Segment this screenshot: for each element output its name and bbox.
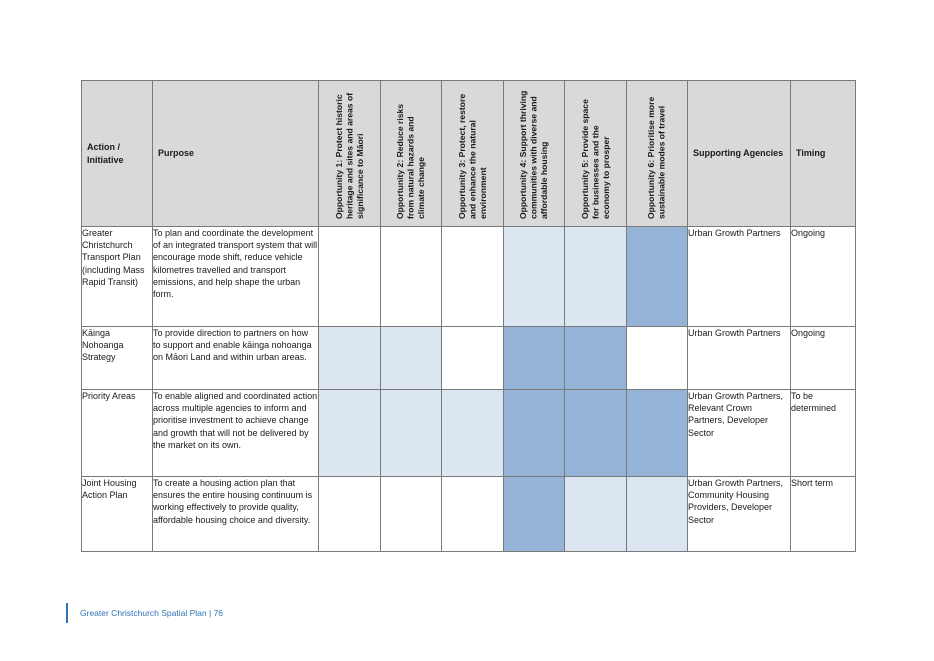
row-timing: To be determined [791, 390, 856, 477]
row-agencies: Urban Growth Partners, Community Housing Providers, Developer Sector [688, 477, 791, 552]
row-timing: Short term [791, 477, 856, 552]
header-opportunity-2-label: Opportunity 2: Reduce risks from natural hazards and climate change [395, 103, 427, 219]
header-opportunity-1 [319, 81, 381, 227]
page-footer [66, 603, 223, 623]
header-opportunity-4 [504, 81, 565, 227]
header-opportunity-5-label: Opportunity 5: Provide space for businesses and the economy to prosper [579, 99, 611, 219]
row-action: Kāinga Nohoanga Strategy [82, 327, 153, 390]
opportunity-6-cell [627, 227, 688, 327]
opportunity-5-cell [565, 227, 627, 327]
opportunity-1-cell [319, 477, 381, 552]
opportunity-2-cell [381, 390, 442, 477]
opportunity-3-cell [442, 327, 504, 390]
header-opportunity-6-label: Opportunity 6: Prioritise more sustainable modes of travel [646, 96, 667, 219]
header-agencies: Supporting Agencies [688, 81, 791, 227]
row-purpose: To provide direction to partners on how to support and enable kāinga nohoanga on Māori Land and within urban areas. [153, 327, 319, 390]
opportunity-2-cell [381, 477, 442, 552]
header-opportunity-3-label: Opportunity 3: Protect, restore and enhance the natural environment [456, 93, 488, 219]
row-action: Joint Housing Action Plan [82, 477, 153, 552]
opportunity-3-cell [442, 477, 504, 552]
header-opportunity-3 [442, 81, 504, 227]
row-action: Priority Areas [82, 390, 153, 477]
header-opportunity-6 [627, 81, 688, 227]
row-timing: Ongoing [791, 227, 856, 327]
opportunity-1-cell [319, 227, 381, 327]
row-purpose: To create a housing action plan that ensures the entire housing continuum is working effectively to provide quality, affordable housing choice and diversity. [153, 477, 319, 552]
opportunity-5-cell [565, 477, 627, 552]
row-agencies: Urban Growth Partners [688, 327, 791, 390]
row-action: Greater Christchurch Transport Plan (including Mass Rapid Transit) [82, 227, 153, 327]
opportunity-6-cell [627, 390, 688, 477]
row-purpose: To plan and coordinate the development of an integrated transport system that will encourage mode shift, reduce vehicle kilometres travelled and transport emissions, and help shape the urban form. [153, 227, 319, 327]
row-agencies: Urban Growth Partners [688, 227, 791, 327]
table-row [82, 327, 856, 390]
table-row [82, 227, 856, 327]
row-agencies: Urban Growth Partners, Relevant Crown Partners, Developer Sector [688, 390, 791, 477]
opportunity-6-cell [627, 477, 688, 552]
action-plan-table [81, 80, 856, 552]
row-timing: Ongoing [791, 327, 856, 390]
opportunity-4-cell [504, 390, 565, 477]
table-row [82, 477, 856, 552]
opportunity-4-cell [504, 227, 565, 327]
opportunity-2-cell [381, 227, 442, 327]
opportunity-5-cell [565, 390, 627, 477]
table-row [82, 390, 856, 477]
footer-page-number: 76 [213, 608, 224, 618]
opportunity-5-cell [565, 327, 627, 390]
opportunity-1-cell [319, 327, 381, 390]
footer-separator: | [206, 608, 214, 618]
header-timing: Timing [791, 81, 856, 227]
header-opportunity-1-label: Opportunity 1: Protect historic heritage and sites and areas of significance to Māori [333, 92, 365, 219]
opportunity-1-cell [319, 390, 381, 477]
opportunity-3-cell [442, 390, 504, 477]
opportunity-4-cell [504, 327, 565, 390]
opportunity-6-cell [627, 327, 688, 390]
header-opportunity-5 [565, 81, 627, 227]
header-action: Action / Initiative [82, 81, 153, 227]
header-opportunity-4-label: Opportunity 4: Support thriving communities with diverse and affordable housing [518, 90, 550, 219]
header-purpose: Purpose [153, 81, 319, 227]
opportunity-3-cell [442, 227, 504, 327]
opportunity-4-cell [504, 477, 565, 552]
footer-document-title: Greater Christchurch Spatial Plan [80, 608, 207, 618]
header-opportunity-2 [381, 81, 442, 227]
opportunity-2-cell [381, 327, 442, 390]
table-header-row [82, 81, 856, 227]
row-purpose: To enable aligned and coordinated action across multiple agencies to inform and prioritise investment to achieve change and growth that will not be delivered by the market on its own. [153, 390, 319, 477]
